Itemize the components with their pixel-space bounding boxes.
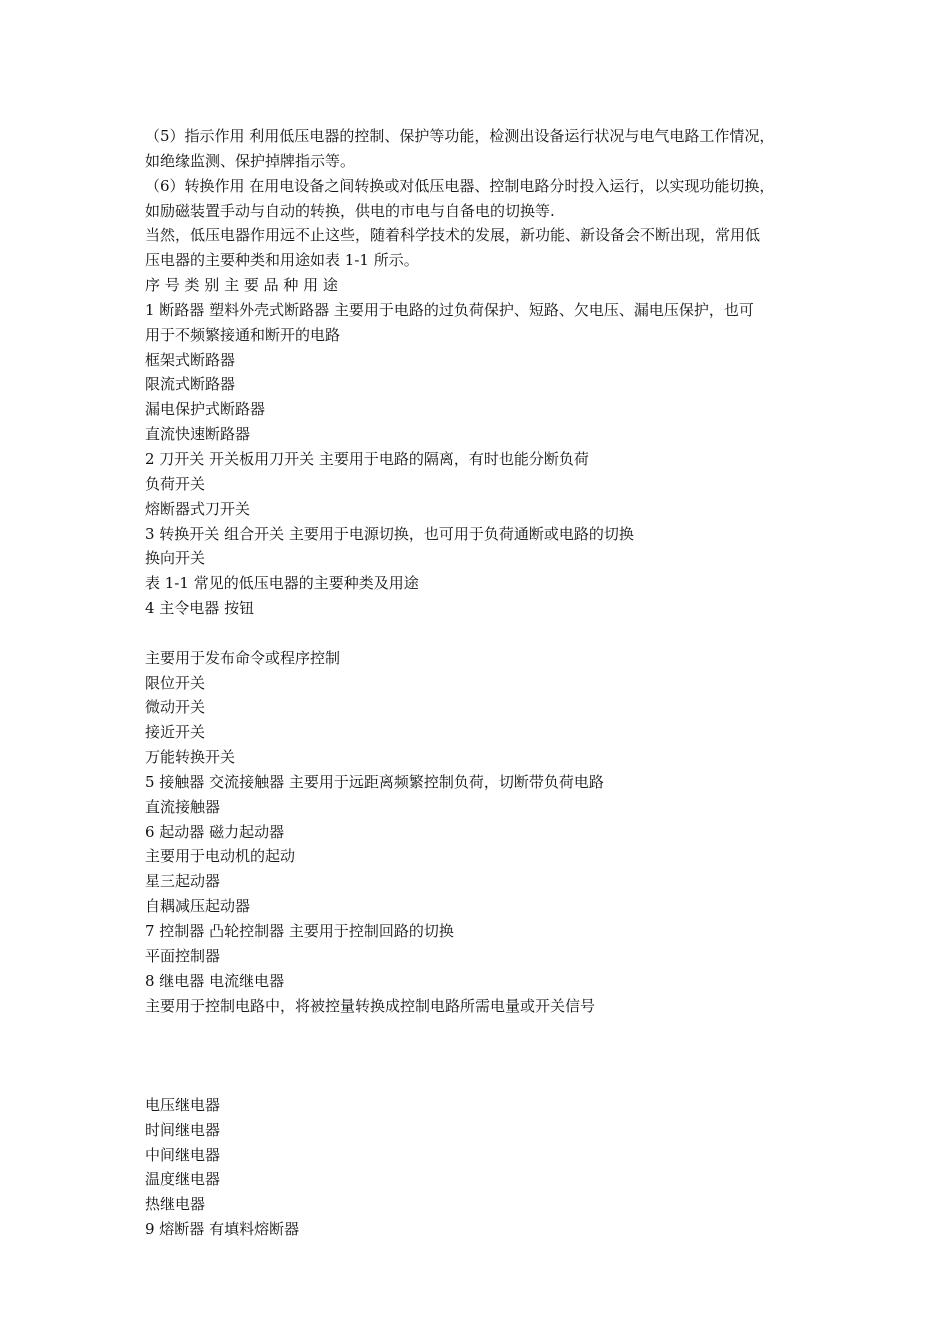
table-row-line: 熔断器式刀开关	[145, 499, 251, 518]
blank-line	[145, 1068, 825, 1093]
table-row-line: 换向开关	[145, 549, 206, 568]
table-row-line: 负荷开关	[145, 474, 206, 493]
table-row-line: 时间继电器	[145, 1120, 221, 1139]
document-body	[145, 124, 825, 1242]
table-row-line: 直流接触器	[145, 797, 221, 816]
table-row-line: 2 刀开关 开关板用刀开关 主要用于电路的隔离，有时也能分断负荷	[145, 449, 589, 468]
table-row-line: 限流式断路器	[145, 375, 236, 394]
table-row-line: 主要用于控制电路中，将被控量转换成控制电路所需电量或开关信号	[145, 996, 596, 1015]
paragraph-line: 当然，低压电器作用远不止这些，随着科学技术的发展，新功能、新设备会不断出现，常用低	[145, 226, 761, 245]
table-row-line: 框架式断路器	[145, 350, 236, 369]
table-row-line: 热继电器	[145, 1195, 206, 1214]
table-row-line: 中间继电器	[145, 1145, 221, 1164]
table-row-line: 漏电保护式断路器	[145, 400, 266, 419]
table-row-line: 9 熔断器 有填料熔断器	[145, 1220, 300, 1239]
paragraph-line: 如绝缘监测、保护掉牌指示等。	[145, 151, 356, 170]
table-row-line: 4 主令电器 按钮	[145, 599, 255, 618]
table-header-line: 序 号 类 别 主 要 品 种 用 途	[145, 276, 338, 295]
table-row-line: 8 继电器 电流继电器	[145, 971, 285, 990]
table-row-line: 1 断路器 塑料外壳式断路器 主要用于电路的过负荷保护、短路、欠电压、漏电压保护，也可	[145, 300, 754, 319]
table-row-line: 微动开关	[145, 698, 206, 717]
blank-line	[145, 1018, 825, 1043]
table-row-line: 主要用于电动机的起动	[145, 847, 296, 866]
table-row-line: 星三起动器	[145, 872, 221, 891]
table-row-line: 温度继电器	[145, 1170, 221, 1189]
table-row-line: 5 接触器 交流接触器 主要用于远距离频繁控制负荷，切断带负荷电路	[145, 772, 604, 791]
table-row-line: 用于不频繁接通和断开的电路	[145, 325, 341, 344]
table-row-line: 平面控制器	[145, 946, 221, 965]
table-row-line: 3 转换开关 组合开关 主要用于电源切换，也可用于负荷通断或电路的切换	[145, 524, 634, 543]
table-row-line: 7 控制器 凸轮控制器 主要用于控制回路的切换	[145, 922, 454, 940]
table-row-line: 万能转换开关	[145, 748, 236, 767]
table-row-line: 自耦减压起动器	[145, 897, 251, 916]
blank-line	[145, 621, 825, 646]
table-row-line: 电压继电器	[145, 1095, 221, 1114]
paragraph-line: （6）转换作用 在用电设备之间转换或对低压电器、控制电路分时投入运行，以实现功能切换，	[145, 176, 775, 195]
table-row-line: 主要用于发布命令或程序控制	[145, 648, 341, 667]
table-row-line: 直流快速断路器	[145, 425, 251, 444]
blank-line	[145, 1043, 825, 1068]
paragraph-line: （5）指示作用 利用低压电器的控制、保护等功能，检测出设备运行状况与电气电路工作情况，	[145, 127, 775, 145]
table-row-line: 接近开关	[145, 723, 206, 742]
table-row-line: 6 起动器 磁力起动器	[145, 822, 285, 841]
paragraph-line: 压电器的主要种类和用途如表 1-1 所示。	[145, 251, 419, 270]
table-row-line: 限位开关	[145, 673, 206, 692]
table-caption: 表 1-1 常见的低压电器的主要种类及用途	[145, 574, 419, 593]
paragraph-line: 如励磁装置手动与自动的转换，供电的市电与自备电的切换等.	[145, 201, 555, 220]
